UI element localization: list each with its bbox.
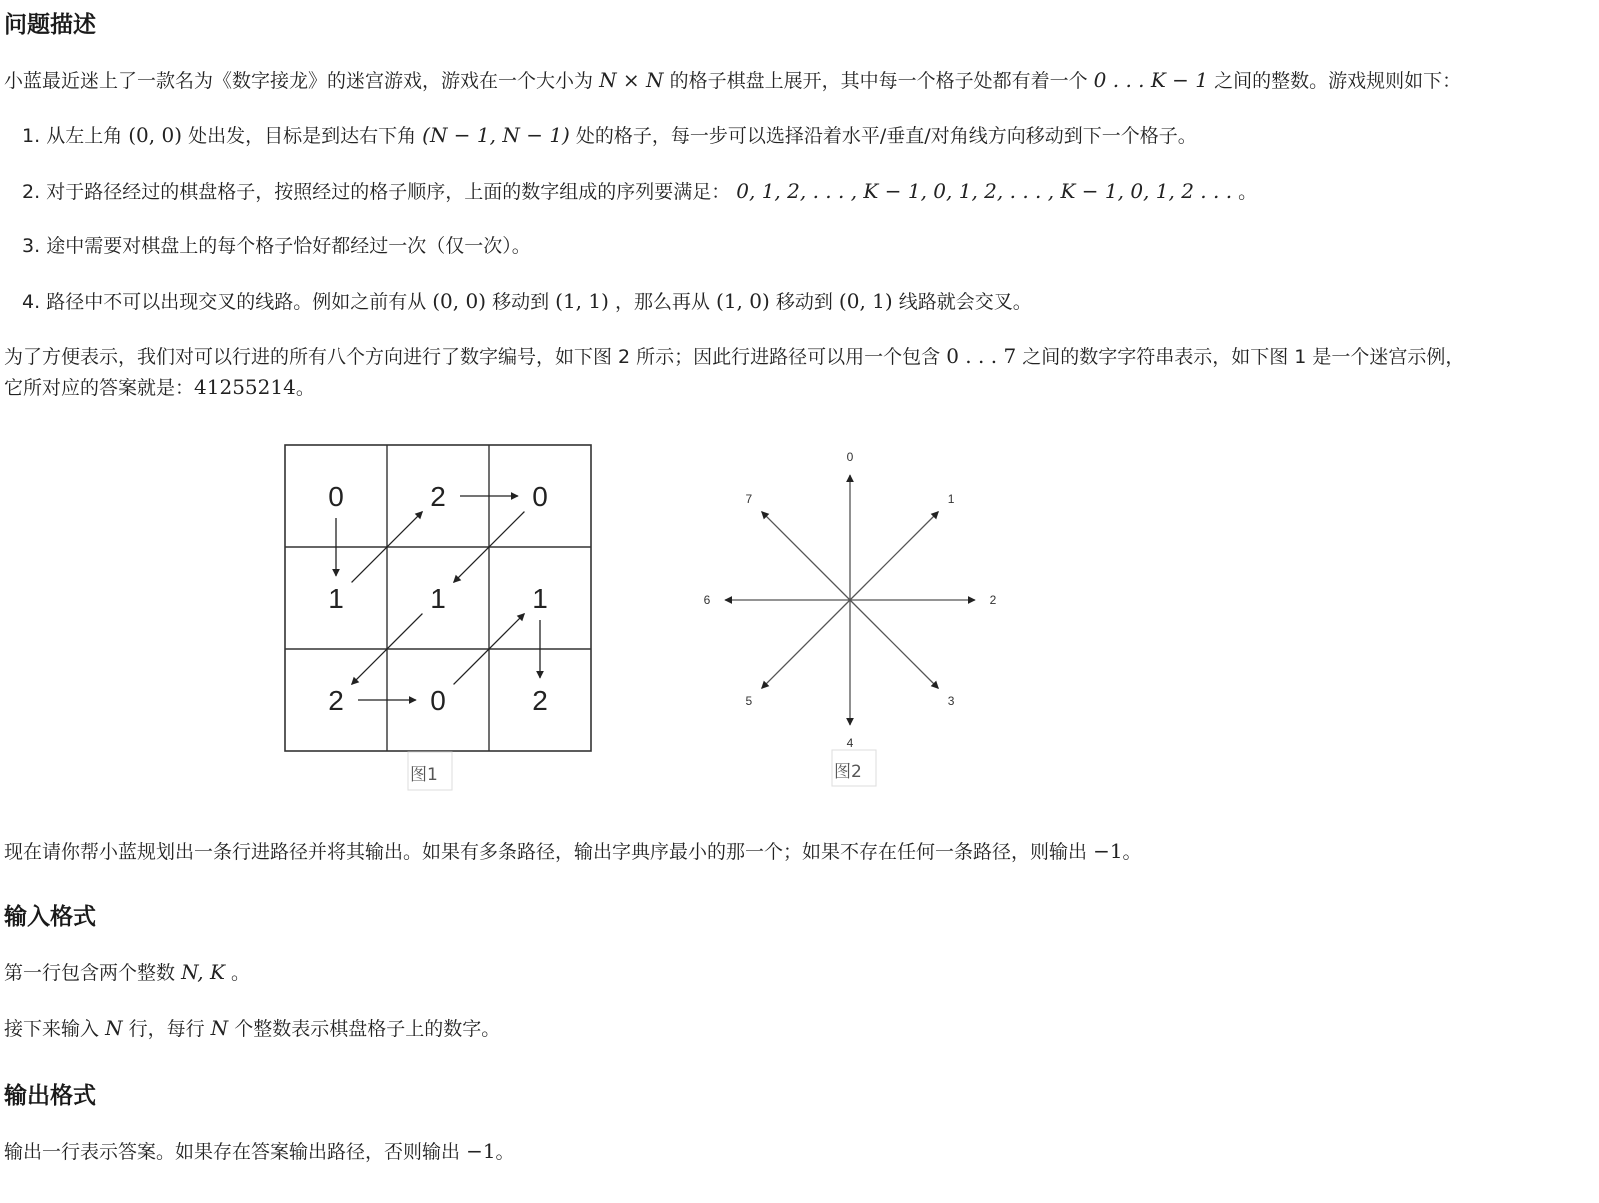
- direction-compass: [704, 450, 997, 750]
- maze-cell-number: 0: [328, 481, 344, 512]
- maze-cell-number: 2: [430, 481, 446, 512]
- direction-label: 0: [846, 450, 854, 464]
- figure2-caption: 图2: [834, 762, 862, 782]
- rule-2: 2. 对于路径经过的棋盘格子，按照经过的格子顺序，上面的数字组成的序列要满足： 0, 1, 2, . . . , K − 1, 0, 1, 2, . . . , K − 1, 0, 1, 2 . . . 。: [22, 179, 1258, 203]
- maze-cell-number: 2: [328, 685, 344, 716]
- maze-cell-number: 0: [430, 685, 446, 716]
- figure2-directions: [690, 440, 1020, 800]
- direction-label: 2: [989, 593, 997, 607]
- maze-cell-number: 0: [532, 481, 548, 512]
- direction-arrow: [762, 512, 850, 600]
- direction-label: 6: [703, 593, 711, 607]
- math-n-by-n: N × N: [599, 68, 664, 92]
- output-line-1: 输出一行表示答案。如果存在答案输出路径，否则输出 −1。: [4, 1139, 515, 1163]
- maze-numbers: [328, 481, 548, 716]
- input-format-title: 输入格式: [4, 904, 96, 930]
- intro-paragraph: 小蓝最近迷上了一款名为《数字接龙》的迷宫游戏，游戏在一个大小为 N × N 的格子棋盘上展开，其中每一个格子处都有着一个 0 . . . K − 1 之间的整数。游戏规则如下：: [4, 68, 1462, 92]
- task-paragraph: 现在请你帮小蓝规划出一条行进路径并将其输出。如果有多条路径，输出字典序最小的那一个；如果不存在任何一条路径，则输出 −1。: [4, 839, 1142, 863]
- direction-label: 7: [745, 491, 753, 506]
- direction-arrow: [762, 600, 850, 688]
- direction-arrow: [850, 600, 938, 688]
- maze-cell-number: 1: [430, 583, 446, 614]
- input-line-2: 接下来输入 N 行，每行 N 个整数表示棋盘格子上的数字。: [4, 1016, 501, 1040]
- maze-cell-number: 1: [328, 583, 344, 614]
- input-line-1: 第一行包含两个整数 N, K 。: [4, 960, 251, 984]
- direction-arrow: [850, 512, 938, 600]
- direction-label: 5: [745, 694, 753, 709]
- problem-title: 问题描述: [4, 12, 96, 38]
- rule-4: 4. 路径中不可以出现交叉的线路。例如之前有从 (0, 0) 移动到 (1, 1) ，那么再从 (1, 0) 移动到 (0, 1) 线路就会交叉。: [22, 289, 1032, 313]
- output-format-title: 输出格式: [4, 1083, 96, 1109]
- rule-3: 3. 途中需要对棋盘上的每个格子恰好都经过一次（仅一次）。: [22, 235, 531, 257]
- direction-paragraph-line2: 它所对应的答案就是：41255214。: [4, 375, 315, 399]
- figure1-maze: [270, 430, 630, 800]
- maze-cell-number: 2: [532, 685, 548, 716]
- example-answer: 41255214: [194, 375, 296, 399]
- direction-label: 4: [846, 736, 854, 750]
- direction-paragraph-line1: 为了方便表示，我们对可以行进的所有八个方向进行了数字编号，如下图 2 所示；因此行进路径可以用一个包含 0 . . . 7 之间的数字字符串表示，如下图 1 是一个迷宫示例，: [4, 344, 1465, 368]
- figure1-caption: 图1: [410, 765, 438, 785]
- rule-1: 1. 从左上角 (0, 0) 处出发，目标是到达右下角 (N − 1, N − 1) 处的格子，每一步可以选择沿着水平/垂直/对角线方向移动到下一个格子。: [22, 123, 1197, 147]
- direction-label: 1: [947, 491, 955, 506]
- direction-label: 3: [947, 694, 955, 709]
- math-range: 0 . . . K − 1: [1093, 68, 1209, 92]
- maze-cell-number: 1: [532, 583, 548, 614]
